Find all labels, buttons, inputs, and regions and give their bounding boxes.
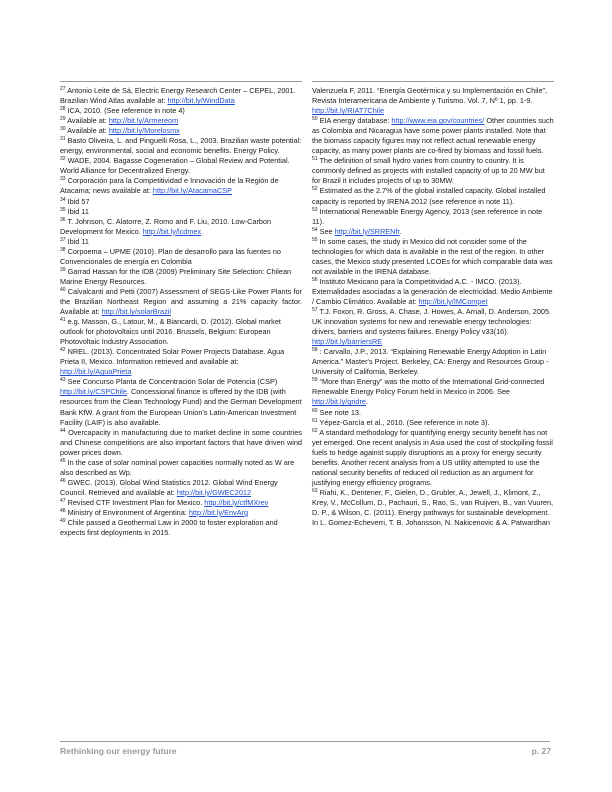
footnote-number: 38 (60, 246, 66, 253)
footnote-text: NREL. (2013). Concentrated Solar Power Projects Database. Agua Prieta II, Mexico. Information retrieved and available at: (60, 347, 285, 367)
footnote (60, 347, 302, 377)
footnote-number: 27 (60, 86, 66, 92)
footnote (312, 488, 555, 528)
footnote-number: 63 (312, 487, 318, 494)
right-column-top-rule (312, 81, 554, 82)
footnote-text: : Carvallo, J.P., 2013. “Explaining Renewable Energy Adoption in Latin America.” Master's Project. Berkeley, CA: Energy and Resources Group - University of California, Berkeley. (312, 347, 549, 377)
footnote-text: See note 13. (319, 407, 361, 417)
footnote-number: 28 (60, 106, 66, 113)
footnote-text: See Concurso Planta de Concentración Solar de Potencia (CSP) (67, 377, 278, 387)
footnote-number: 36 (60, 216, 66, 223)
footnote-link[interactable]: http://bit.ly/EnvArg (188, 507, 249, 517)
footnote-number: 30 (60, 126, 66, 133)
footnote (60, 217, 302, 237)
footnote-text: Garrad Hassan for the IDB (2009) Preliminary Site Selection: Chilean Marine Energy Resources. (60, 266, 292, 286)
footnote-text: e.g. Masson, G., Latour, M., & Biancardi, D. (2012). Global market outlook for photovoltaics until 2016. Brussels, Belgium: European Photovoltaic Industry Association. (60, 317, 281, 347)
footnote (60, 237, 302, 247)
footnote (60, 478, 302, 498)
footnote-number: 31 (60, 136, 66, 143)
footnote-number: 40 (60, 286, 66, 293)
footnote-text-continued: Other countries such as Colombia and Nicaragua have some power plants installed. Note that the biomass capacity figures may not reflect actual renewable energy capacity, as many power plants are co-fired by biomass and fossil fuels. (312, 116, 554, 156)
footnote-link[interactable]: http://bit.ly/GWEC2012 (176, 487, 252, 497)
left-footnotes-column (60, 86, 302, 538)
footnote-number: 52 (312, 186, 318, 193)
footnote-link[interactable]: http://bit.ly/Morelosmx (108, 126, 180, 136)
footnote (60, 267, 302, 287)
footnote-link[interactable]: http://bit.ly/SRRENfr (334, 226, 400, 236)
footnote-text: Available at: (67, 116, 109, 126)
footnote-number: 50 (312, 116, 318, 123)
footnote (60, 136, 302, 156)
footnote (312, 156, 555, 186)
footnote-number: 55 (312, 236, 318, 243)
left-column-top-rule (60, 81, 302, 82)
footnote-link[interactable]: http://bit.ly/Armereom (108, 116, 179, 126)
footnote-number: 46 (60, 477, 66, 484)
footnote-text: EIA energy database: (319, 116, 392, 126)
footnote (312, 116, 555, 156)
footnote-link[interactable]: http://bit.ly/gridre (312, 397, 366, 407)
footnote-text: In the case of solar nominal power capacities normally noted as W are also described as Wp. (60, 457, 295, 477)
footnote-number: 60 (312, 407, 318, 414)
footnote (60, 86, 302, 106)
footnote (312, 307, 555, 347)
footnote-link[interactable]: http://bit.ly/AguaPrieta (60, 367, 132, 377)
footnote-text: Ibid 11 (67, 206, 89, 216)
footnote-text: Ibid 11 (67, 236, 89, 246)
footnote-text-continued: . (399, 226, 402, 236)
footnote-text: Calvalcanti and Petti (2007) Assessment of SEGS-Like Power Plants for the Brazilian Northeast Region and assuming a 21% capacity factor. Available at: (60, 286, 302, 317)
footnote-text: Ministry of Environment of Argentina: (67, 507, 189, 517)
footnote-number: 51 (312, 156, 318, 163)
footnote-text: Overcapacity in manufacturing due to market decline in some countries and Chinese competitions are also important factors that have driven wind power prices down. (60, 427, 302, 457)
footnote-text: Corporación para la Competitividad e Innovación de la Región de Atacama; news available at: (60, 176, 279, 196)
footnote-number: 57 (312, 307, 318, 314)
footnote (312, 207, 555, 227)
footnote-text: Available at: (67, 126, 109, 136)
footnote-text: Riahi, K., Dentener, F., Gielen, D., Grubler, A., Jewell, J., Klimont, Z., Krey, V., McCollum, D., Pachauri, S., Rao, S., van Ruijven, B., van Vuuren, D. P., & Wilson, C. (2011). Energy pathways for sustainable development. In L. Gomez-Echeverri, T. B. Johansson, N. Nakicenovic & A. Patwardhan (312, 487, 554, 528)
footnote-text: The definition of small hydro varies from country to country. It is commonly defined as projects with installed capacity of up to 20 MW but for Brazil it includes projects of up to 30MW. (312, 156, 545, 186)
footnote (312, 86, 555, 116)
footnote-text: A standard methodology for quantifying energy security benefit has not yet emerged. One recent analysis in Asia used the cost of stockpiling fossil fuels to hedge against supply disruptions as a proxy for energy security benefits. Another recent analysis from a US utility attempted to use the national security benefits of reduced oil reduction as an argument for justifying energy efficiency programs. (312, 427, 553, 487)
footnote-number: 54 (312, 226, 318, 233)
footnote-text: T.J. Foxon, R. Gross, A. Chase, J. Howes, A. Arnall, D. Anderson, 2005. UK innovation systems for new and renewable energy technologies: drivers, barriers and systems failures. Energy Policy v33(16). (312, 307, 552, 337)
footnote-number: 53 (312, 206, 318, 213)
footnote-number: 62 (312, 427, 318, 434)
footnote (312, 186, 555, 206)
footnote-number: 48 (60, 507, 66, 514)
footnote-text: Chile passed a Geothermal Law in 2000 to foster exploration and expects first deployments in 2015. (60, 518, 278, 538)
footnote-text: Instituto Mexicano para la Competitividad A.C. - IMCO. (2013). Externalidades asociadas a la generación de electricidad. Medio Ambiente / Cambio Climático. Available at: (312, 276, 553, 306)
footnote-number: 44 (60, 427, 66, 434)
footnote (60, 508, 302, 518)
footnote (312, 418, 555, 428)
footnote (312, 347, 555, 377)
footnote-number: 41 (60, 317, 66, 324)
footnote (312, 277, 555, 307)
footnote-text: See (319, 226, 335, 236)
footnote-link[interactable]: http://bit.ly/RIAT7Chile (312, 106, 385, 116)
footnote-number: 61 (312, 417, 318, 424)
footnote-link[interactable]: http://bit.ly/WindData (167, 96, 235, 106)
footnote (312, 377, 555, 407)
footnote (60, 317, 302, 347)
footnote (60, 207, 302, 217)
footnote-text: In some cases, the study in Mexico did not consider some of the technologies for which data is available in the rest of the region. In other cases, the Mexico study presented LCOEs for which comparable data was not available in the IRENA database. (312, 236, 553, 276)
footnote-text: Ibid 57 (67, 196, 90, 206)
footnote-text-continued: . (365, 397, 368, 407)
footnote-number: 59 (312, 377, 318, 384)
footnote-text-continued: . Concessional finance is offered by the IDB (with resources from the Clean Technology Fund) and the German Development Bank KfW. A grant from the European Union's Latin-American Investment Facility (LAIF) is also available. (60, 387, 302, 427)
footnote (312, 408, 555, 418)
footnote (312, 227, 555, 237)
footnote (60, 126, 302, 136)
footnote (60, 247, 302, 267)
footnote-number: 45 (60, 457, 66, 464)
footnote (60, 156, 302, 176)
footnote (60, 498, 302, 508)
footer-rule (60, 741, 550, 742)
footnote-number: 33 (60, 176, 66, 183)
footnote-link[interactable]: http://bit.ly/lcdmex (142, 226, 202, 236)
footnote-number: 32 (60, 156, 66, 163)
footnote (312, 237, 555, 277)
footnote-number: 56 (312, 276, 318, 283)
footnote-text: Revised CTF Investment Plan for Mexico. (67, 497, 205, 507)
footnote-link[interactable]: http://bit.ly/AtacamaCSP (152, 186, 232, 196)
footnote-number: 35 (60, 206, 66, 213)
footnote-text: Corpoema – UPME (2010). Plan de desarrollo para las fuentes no Convencionales de energía en Colombia (60, 246, 281, 266)
footnote-text: “More than Energy” was the motto of the International Grid-connected Renewable Energy Policy Forum held in Mexico in 2006. See (312, 377, 545, 397)
footnote-number: 39 (60, 266, 66, 273)
footnote-link[interactable]: http://bit.ly/solarBrazil (101, 307, 172, 317)
footnote-text: ICA, 2010. (See reference in note 4) (67, 106, 185, 116)
footer-title: Rethinking our energy future (60, 746, 177, 756)
footnote (60, 197, 302, 207)
footnote (60, 106, 302, 116)
page-number: p. 27 (531, 746, 551, 756)
footnote (312, 428, 555, 488)
footnote (60, 377, 302, 427)
footnote-link[interactable]: http://www.eia.gov/countries/ (391, 116, 485, 126)
footnote-link[interactable]: http://bit.ly/IMCompet (418, 296, 488, 306)
footnote-number: 37 (60, 236, 66, 243)
footnote-text: GWEC. (2013). Global Wind Statistics 2012. Global Wind Energy Council. Retrieved and available at: (60, 477, 278, 497)
footnote-number: 47 (60, 497, 66, 504)
footnote-text: Basto Oliveira, L. and Pinguelli Rosa, L., 2003. Brazilian waste potential: energy, environmental, social and economic benefits. Energy Policy. (60, 136, 302, 156)
footnote-text: Estimated as the 2.7% of the global installed capacity. Global installed capacity is reported by IRENA 2012 (see reference in note 11). (312, 186, 546, 206)
footnote (60, 176, 302, 196)
footnote-text: Antonio Leite de Sá, Electric Energy Research Center – CEPEL, 2001. Brazilian Wind Atlas available at: (60, 86, 296, 106)
footnote-link[interactable]: http://bit.ly/barriersRE (312, 337, 383, 347)
right-footnotes-column (312, 86, 555, 528)
footnote-link[interactable]: http://bit.ly/CSPChile (60, 387, 127, 397)
footnote (60, 458, 302, 478)
footnote (60, 518, 302, 538)
footnote-text: Yépez-García et al., 2010. (See reference in note 3). (319, 417, 490, 427)
footnote-number: 42 (60, 347, 66, 354)
footnote-text: WADE, 2004. Bagasse Cogeneration – Global Review and Potential. World Alliance for Decentralized Energy. (60, 156, 290, 176)
footnote-text: Valenzuela F, 2011. “Energía Geotérmica y su Implementación en Chile”, Revista Interamericana de Ambiente y Turismo. Vol. 7, Nº 1, pp. 1-9. (312, 86, 547, 106)
footnote-number: 43 (60, 377, 66, 384)
footnote (60, 116, 302, 126)
footnote-link[interactable]: http://bit.ly/ctfMXrev (204, 497, 269, 507)
footnote-number: 34 (60, 196, 66, 203)
footnote-number: 29 (60, 116, 66, 123)
footnote-number: 58 (312, 347, 318, 354)
footnote-number: 49 (60, 518, 66, 525)
footnote (60, 287, 302, 317)
footnote-text: International Renewable Energy Agency, 2013 (see reference in note 11). (312, 206, 543, 226)
footnote (60, 428, 302, 458)
footnote-text: T. Johnson, C. Alatorre, Z. Romo and F. Liu, 2010. Low-Carbon Development for Mexico. (60, 216, 272, 236)
